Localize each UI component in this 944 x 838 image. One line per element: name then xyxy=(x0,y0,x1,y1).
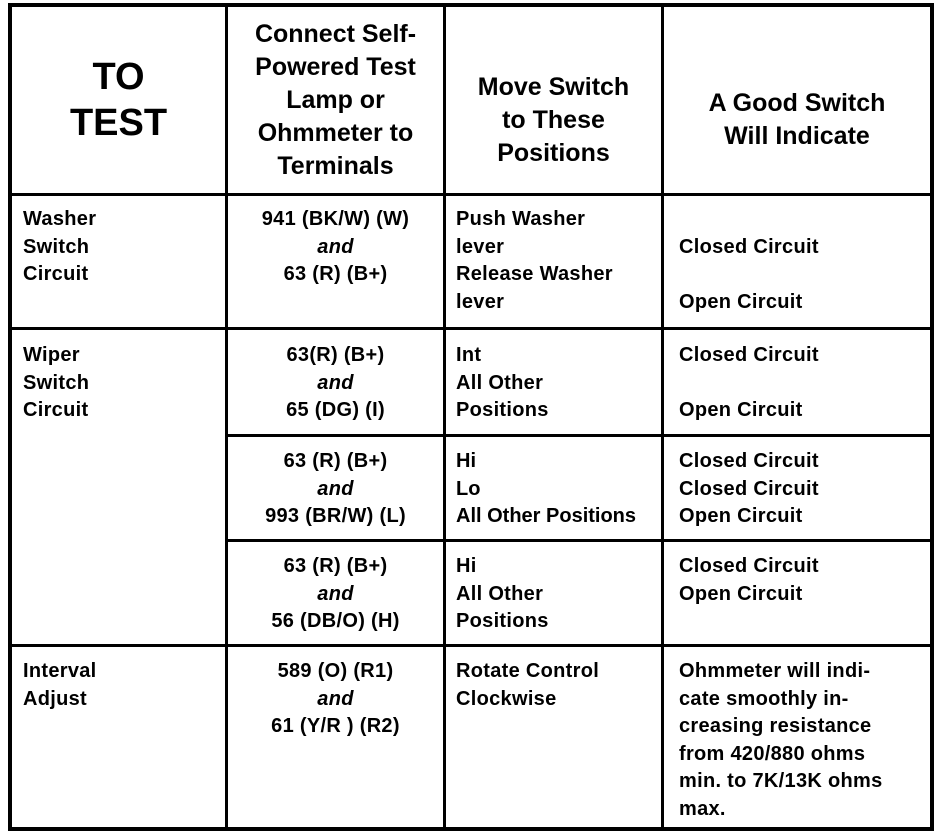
test-line: Interval xyxy=(23,660,97,682)
header-connect-line: Powered Test xyxy=(255,52,416,81)
terminal-line: 63 (R) (B+) xyxy=(283,555,388,577)
header-connect-line: Terminals xyxy=(277,151,394,180)
wiper-int-indicate-cell xyxy=(679,342,929,425)
indicate-line: Open Circuit xyxy=(679,290,803,313)
header-move-line: to These xyxy=(502,105,605,134)
test-line: Wiper xyxy=(23,344,80,366)
position-line: Hi xyxy=(456,555,477,577)
position-line: Lo xyxy=(456,477,481,500)
wiper-test-cell xyxy=(23,342,223,425)
terminal-line: 589 (O) (R1) xyxy=(277,660,394,682)
position-line: All Other xyxy=(456,582,544,605)
terminal-line: 56 (DB/O) (H) xyxy=(271,610,400,632)
header-good-line: Will Indicate xyxy=(724,122,870,150)
indicate-line: Closed Circuit xyxy=(679,344,819,366)
indicate-line: Ohmmeter will indi- xyxy=(679,660,871,682)
header-to-test-line: TO xyxy=(92,56,145,98)
indicate-line: creasing resistance xyxy=(679,715,872,737)
position-line: Int xyxy=(456,344,482,366)
wiper-lo-positions-cell xyxy=(456,448,661,531)
position-line: Clockwise xyxy=(456,687,557,710)
position-line: Hi xyxy=(456,450,476,472)
indicate-line: Closed Circuit xyxy=(679,450,819,472)
interval-terminals-cell xyxy=(228,658,443,741)
indicate-line: Open Circuit xyxy=(679,582,803,605)
header-move-switch xyxy=(446,47,661,193)
indicate-line: Closed Circuit xyxy=(679,555,819,577)
header-connect-line: Lamp or xyxy=(286,85,385,114)
position-line: lever xyxy=(456,290,505,313)
terminal-and: and xyxy=(317,371,354,394)
washer-test-cell xyxy=(23,206,223,289)
header-connect-terminals xyxy=(228,7,443,193)
row-divider-wiper-sub2 xyxy=(225,539,930,542)
position-line: Push Washer xyxy=(456,208,586,230)
header-good-line: A Good Switch xyxy=(708,89,886,117)
position-line: All Other xyxy=(456,371,544,394)
terminal-line: 941 (BK/W) (W) xyxy=(261,208,410,230)
header-move-line: Move Switch xyxy=(477,72,630,101)
position-line: lever xyxy=(456,235,505,258)
test-line: Switch xyxy=(23,371,90,394)
terminal-line: 65 (DG) (I) xyxy=(286,399,385,421)
indicate-line: min. to 7K/13K ohms xyxy=(679,770,883,792)
header-connect-line: Ohmmeter to xyxy=(257,118,414,147)
test-line: Switch xyxy=(23,235,90,258)
test-line: Circuit xyxy=(23,263,89,285)
interval-positions-cell xyxy=(456,658,661,713)
indicate-line: Open Circuit xyxy=(679,505,803,527)
position-line: Positions xyxy=(456,610,549,632)
position-line: Release Washer xyxy=(456,263,613,285)
header-to-test-line: TEST xyxy=(69,102,168,144)
test-line: Adjust xyxy=(23,687,88,710)
wiper-hi-positions-cell xyxy=(456,553,661,636)
washer-terminals-cell xyxy=(228,206,443,289)
row-divider-wiper-sub1 xyxy=(225,434,930,437)
terminal-and: and xyxy=(317,477,354,500)
wiper-hi-terminals-cell xyxy=(228,553,443,636)
indicate-line: Open Circuit xyxy=(679,399,803,421)
terminal-line: 63 (R) (B+) xyxy=(283,263,388,285)
position-line: Positions xyxy=(456,399,549,421)
indicate-line: Closed Circuit xyxy=(679,477,819,500)
washer-positions-cell xyxy=(456,206,661,316)
terminal-and: and xyxy=(317,582,354,605)
wiper-int-terminals-cell xyxy=(228,342,443,425)
indicate-line xyxy=(679,206,929,234)
header-connect-line: Connect Self- xyxy=(254,19,417,48)
terminal-line: 61 (Y/R ) (R2) xyxy=(271,715,400,737)
test-line: Washer xyxy=(23,208,97,230)
position-line: Rotate Control xyxy=(456,660,600,682)
terminal-and: and xyxy=(317,687,354,710)
indicate-line: max. xyxy=(679,797,726,820)
switch-test-table xyxy=(8,3,934,831)
row-divider-wiper xyxy=(12,644,930,647)
position-line: All Other Positions xyxy=(456,505,637,527)
interval-indicate-cell xyxy=(679,658,929,823)
terminal-line: 993 (BR/W) (L) xyxy=(265,505,406,527)
wiper-hi-indicate-cell xyxy=(679,553,929,636)
test-line: Circuit xyxy=(23,399,89,421)
header-move-line: Positions xyxy=(497,138,610,167)
header-to-test xyxy=(12,7,225,193)
indicate-line: cate smoothly in- xyxy=(679,687,849,710)
header-divider xyxy=(12,193,930,196)
interval-test-cell xyxy=(23,658,223,713)
wiper-int-positions-cell xyxy=(456,342,661,425)
terminal-line: 63(R) (B+) xyxy=(286,344,385,366)
indicate-line: from 420/880 ohms xyxy=(679,742,866,765)
indicate-line xyxy=(679,608,929,636)
terminal-line: 63 (R) (B+) xyxy=(283,450,388,472)
wiper-lo-terminals-cell xyxy=(228,448,443,531)
indicate-line xyxy=(679,261,929,289)
washer-indicate-cell xyxy=(679,206,929,316)
row-divider-washer xyxy=(12,327,930,330)
wiper-lo-indicate-cell xyxy=(679,448,929,531)
terminal-and: and xyxy=(317,235,354,258)
header-good-switch xyxy=(664,47,930,193)
indicate-line xyxy=(679,370,929,398)
indicate-line: Closed Circuit xyxy=(679,235,819,258)
